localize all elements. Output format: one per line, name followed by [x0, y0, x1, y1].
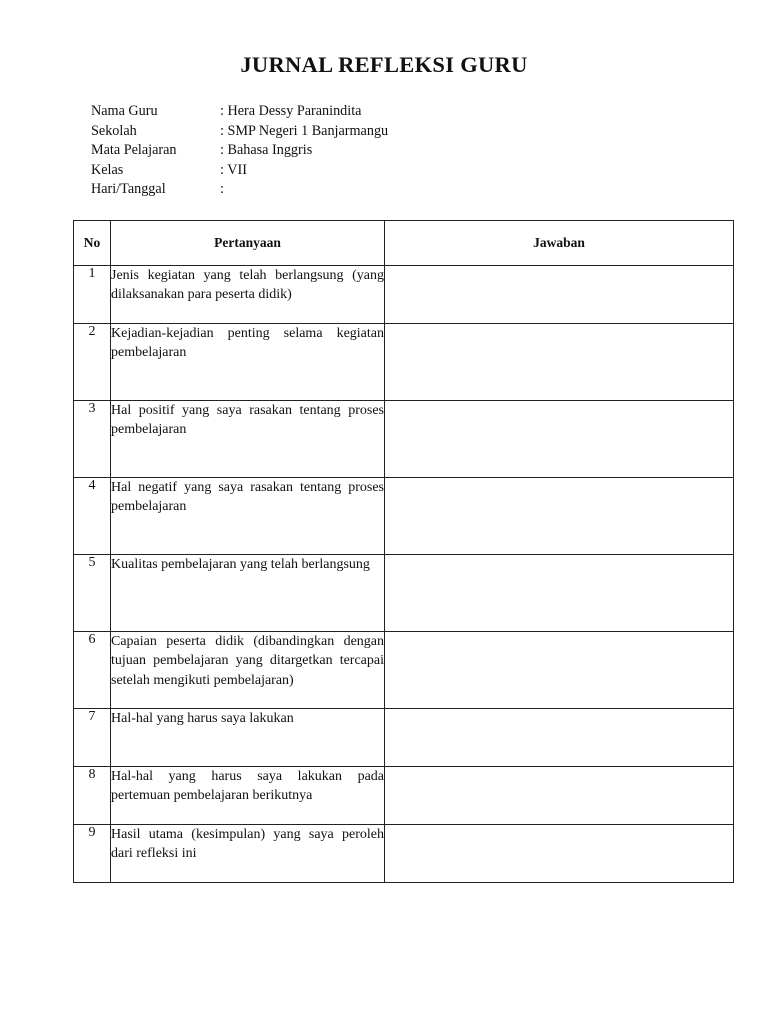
info-row-school — [91, 122, 388, 142]
row-answer-cell[interactable] — [385, 709, 734, 767]
row-answer-cell[interactable] — [385, 825, 734, 883]
row-question: Hal negatif yang saya rasakan tentang proses pembelajaran — [111, 478, 385, 555]
table-header-row — [74, 221, 734, 266]
info-label: Nama Guru — [91, 103, 158, 119]
info-value — [220, 180, 224, 200]
row-question: Hasil utama (kesimpulan) yang saya peroleh dari refleksi ini — [111, 825, 385, 883]
table-row — [74, 825, 734, 883]
info-value: : Hera Dessy Paranindita — [220, 102, 361, 122]
row-number: 1 — [74, 266, 111, 324]
row-number: 2 — [74, 324, 111, 401]
table-row — [74, 767, 734, 825]
row-question: Kualitas pembelajaran yang telah berlangsung — [111, 555, 385, 632]
row-answer-cell[interactable] — [385, 401, 734, 478]
row-number: 7 — [74, 709, 111, 767]
info-row-date — [91, 180, 388, 200]
row-number: 5 — [74, 555, 111, 632]
info-value: : Bahasa Inggris — [220, 141, 312, 161]
row-answer-cell[interactable] — [385, 478, 734, 555]
row-answer-cell[interactable] — [385, 324, 734, 401]
header-no: No — [74, 221, 111, 266]
table-row — [74, 266, 734, 324]
info-row-teacher-name — [91, 102, 388, 122]
row-question: Jenis kegiatan yang telah berlangsung (yang dilaksanakan para peserta didik) — [111, 266, 385, 324]
table-row — [74, 709, 734, 767]
info-value: : VII — [220, 161, 247, 181]
row-question: Capaian peserta didik (dibandingkan dengan tujuan pembelajaran yang ditargetkan tercapai setelah mengikuti pembelajaran) — [111, 632, 385, 709]
row-number: 9 — [74, 825, 111, 883]
table-row — [74, 478, 734, 555]
table-row — [74, 324, 734, 401]
row-number: 6 — [74, 632, 111, 709]
row-question: Kejadian-kejadian penting selama kegiatan pembelajaran — [111, 324, 385, 401]
info-row-subject — [91, 141, 388, 161]
row-answer-cell[interactable] — [385, 632, 734, 709]
info-label: Sekolah — [91, 122, 137, 139]
row-number: 8 — [74, 767, 111, 825]
page-title: JURNAL REFLEKSI GURU — [240, 52, 528, 77]
row-answer-cell[interactable] — [385, 767, 734, 825]
row-question: Hal-hal yang harus saya lakukan — [111, 709, 385, 767]
table-row — [74, 401, 734, 478]
row-number: 4 — [74, 478, 111, 555]
table-row — [74, 632, 734, 709]
info-label: Kelas — [91, 161, 124, 178]
table-row — [74, 555, 734, 632]
info-value: : SMP Negeri 1 Banjarmangu — [220, 122, 388, 142]
info-label: Hari/Tanggal — [91, 181, 166, 197]
teacher-info — [91, 102, 388, 200]
row-answer-cell[interactable] — [385, 266, 734, 324]
row-question: Hal positif yang saya rasakan tentang proses pembelajaran — [111, 401, 385, 478]
info-label: Mata Pelajaran — [91, 142, 177, 158]
header-answer: Jawaban — [385, 221, 734, 266]
reflection-table — [73, 220, 734, 883]
row-answer-cell[interactable] — [385, 555, 734, 632]
row-number: 3 — [74, 401, 111, 478]
header-question: Pertanyaan — [111, 221, 385, 266]
row-question: Hal-hal yang harus saya lakukan pada pertemuan pembelajaran berikutnya — [111, 767, 385, 825]
info-row-class — [91, 161, 388, 181]
